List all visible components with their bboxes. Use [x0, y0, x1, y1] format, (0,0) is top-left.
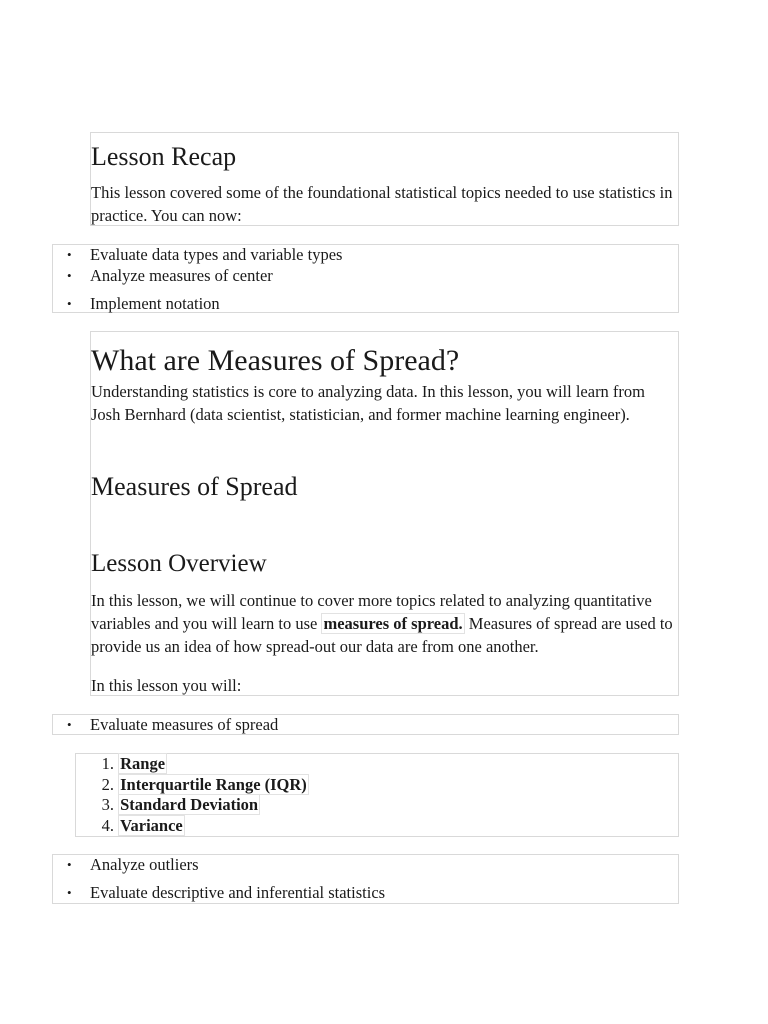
list-item: • Analyze measures of center [53, 266, 273, 286]
overview-title: Lesson Overview [91, 550, 267, 577]
measures-list [75, 753, 679, 837]
overview-text [91, 589, 677, 658]
measure-item [76, 754, 167, 775]
recap-section [90, 132, 679, 226]
overview-text-end: Measures of spread are used to provide us an idea of how spread-out our data are from one another. [91, 614, 673, 656]
goal-list-first [52, 714, 679, 735]
overview-text-start: In this lesson, we will continue to cover more topics related to analyzing quantitative variables and you will learn to use [91, 591, 652, 633]
list-item: • Evaluate descriptive and inferential statistics [53, 883, 385, 903]
recap-list [52, 244, 679, 313]
measure-number: 3. [101, 795, 114, 815]
measure-number: 1. [101, 754, 114, 773]
measures-of-spread-term: measures of spread. [323, 614, 463, 633]
spread-intro: Understanding statistics is core to analyzing data. In this lesson, you will learn from Josh Bernhard (data scientist, statistician, and former machine learning engineer). [91, 382, 646, 424]
goal-list-rest [52, 854, 679, 904]
recap-intro: This lesson covered some of the foundational statistical topics needed to use statistics in practice. You can now: [91, 183, 673, 225]
list-item: • Evaluate data types and variable types [53, 245, 342, 265]
measure-item [76, 795, 260, 816]
measure-item [76, 775, 309, 796]
page-title: What are Measures of Spread? [91, 344, 460, 377]
measure-item [76, 816, 185, 837]
recap-title: Lesson Recap [91, 142, 237, 171]
measure-number: 2. [101, 774, 114, 794]
measure-label: Interquartile Range (IQR) [120, 774, 307, 794]
list-item: • Evaluate measures of spread [53, 715, 278, 735]
measure-label: Variance [120, 816, 183, 835]
video-title: Measures of Spread [91, 472, 298, 501]
measure-label: Range [120, 754, 166, 773]
measure-label: Standard Deviation [120, 795, 259, 815]
will-label: In this lesson you will: [91, 676, 242, 695]
measure-number: 4. [101, 816, 114, 835]
list-item: • Analyze outliers [53, 855, 199, 875]
list-item: • Implement notation [53, 294, 220, 314]
spread-section [90, 331, 679, 696]
